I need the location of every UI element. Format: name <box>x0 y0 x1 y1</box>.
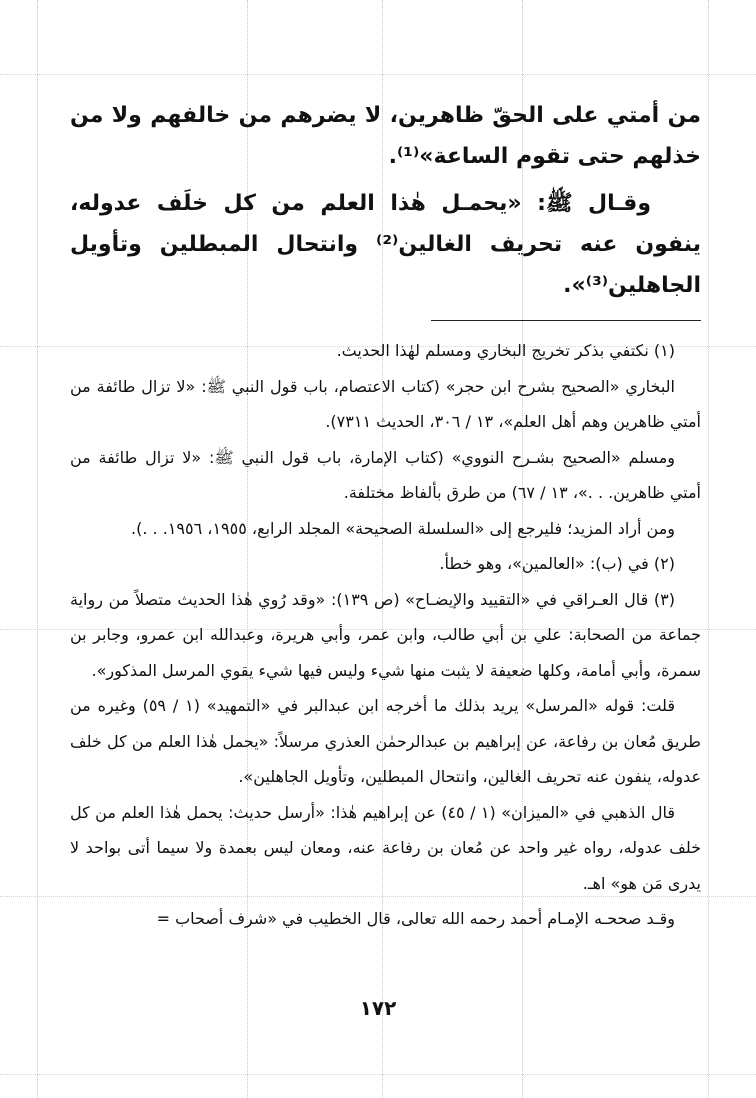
main-paragraph-2: وقـال ﷺ: «يحمـل هٰذا العلم من كل خلَف عدوله، ينفون عنه تحريف الغالين⁽²⁾ وانتحال المبطلين وتأويل الجاهلين⁽³⁾». <box>70 191 702 298</box>
footnote-1-more: ومن أراد المزيد؛ فليرجع إلى «السلسلة الصحيحة» المجلد الرابع، ١٩٥٥، ١٩٥٦. . .). <box>131 518 675 538</box>
footnote-separator <box>431 320 701 321</box>
page-number: ١٧٢ <box>359 996 397 1020</box>
scan-guide-line <box>37 0 38 1098</box>
scan-guide-line <box>0 74 756 75</box>
page-content <box>70 95 701 937</box>
footnote-1-source-bukhari: البخاري «الصحيح بشرح ابن حجر» (كتاب الاعتصام، باب قول النبي ﷺ: «لا تزال طائفة من أمتي ظاهرين وهم أهل العلم»، ١٣ / ٣٠٦، الحديث ٧٣١١). <box>70 376 701 431</box>
footnote-3-dhahabi: قال الذهبي في «الميزان» (١ / ٤٥) عن إبراهيم هٰذا: «أرسل حديث: يحمل هٰذا العلم من كل خلف عدوله، رواه غير واحد عن مُعان بن رفاعة عنه، ومعان ليس بعمدة ولا سيما أتى بواحد لا يدرى مَن هو» اهـ. <box>70 802 701 893</box>
footnote-3-comment: قلت: قوله «المرسل» يريد بذلك ما أخرجه ابن عبدالبر في «التمهيد» (١ / ٥٩) وغيره من طريق مُعان بن رفاعة، عن إبراهيم بن عبدالرحمٰن العذري مرسلاً: «يحمل هٰذا العلم من كل خلف عدوله، ينفون عنه تحريف الغالين، وانتحال المبطلين، وتأويل الجاهلين». <box>70 696 701 786</box>
scan-guide-line <box>708 0 709 1098</box>
footnote-1-source-muslim: ومسلم «الصحيح بشـرح النووي» (كتاب الإمارة، باب قول النبي ﷺ: «لا تزال طائفة من أمتي ظاهرين. . .»، ١٣ / ٦٧) من طرق بألفاظ مختلفة. <box>70 447 701 502</box>
footnote-3-continued: وقـد صححـه الإمـام أحمد رحمه الله تعالى، قال الخطيب في «شرف أصحاب = <box>156 909 675 928</box>
footnote-1: (١) نكتفي بذكر تخريج البخاري ومسلم لهٰذا الحديث. <box>336 341 675 360</box>
footnote-2: (٢) في (ب): «العالمين»، وهو خطأ. <box>439 554 675 573</box>
main-paragraph-1: من أمتي على الحقّ ظاهرين، لا يضرهم من خالفهم ولا من خذلهم حتى تقوم الساعة»⁽¹⁾. <box>70 103 701 169</box>
scan-guide-line <box>0 1074 756 1075</box>
footnote-3: (٣) قال العـراقي في «التقييد والإيضـاح» (ص ١٣٩): «وقد رُوي هٰذا الحديث متصلاً من رواية جماعة من الصحابة: علي بن أبي طالب، وابن عمر، وأبي هريرة، وعبدالله ابن عمرو، وجابر بن سمرة، وأبي أمامة، وكلها ضعيفة لا يثبت منها شيء وليس فيها شيء يقوي المرسل المذكور». <box>70 589 701 680</box>
